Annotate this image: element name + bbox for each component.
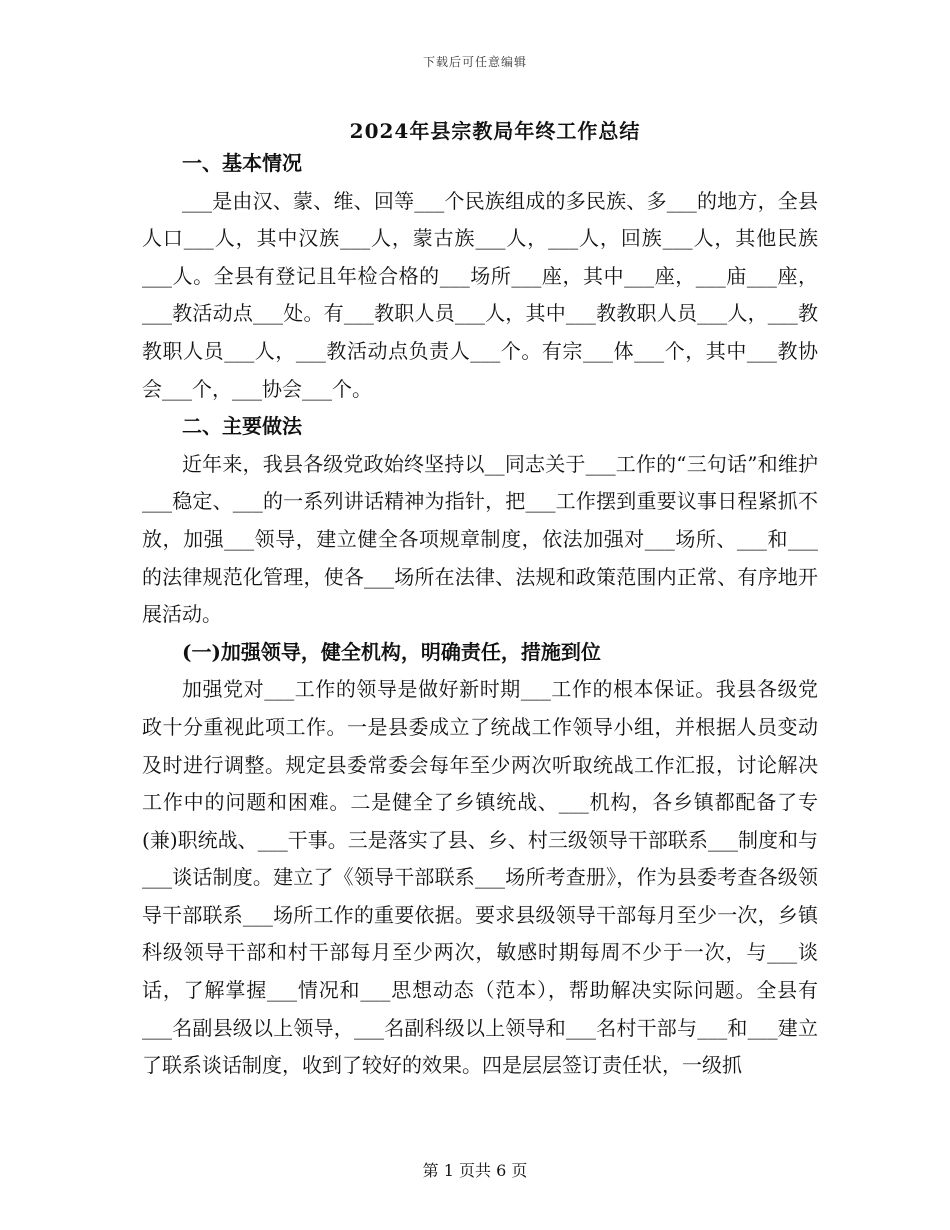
paragraph: 加强党对___工作的领导是做好新时期___工作的根本保证。我县各级党政十分重视此项工作。一是县委成立了统战工作领导小组，并根据人员变动及时进行调整。规定县委常委会每年至少两次听取统战工作汇报，讨论解决工作中的问题和困难。二是健全了乡镇统战、___机构，各乡镇都配备了专(兼)职统战、___干事。三是落实了县、乡、村三级领导干部联系___制度和与___谈话制度。建立了《领导干部联系___场所考查册》，作为县委考查各级领导干部联系___场所工作的重要依据。要求县级领导干部每月至少一次，乡镇科级领导干部和村干部每月至少两次，敏感时期每周不少于一次，与___谈话，了解掌握___情况和___思想动态（范本），帮助解决实际问题。全县有___名副县级以上领导，___名副科级以上领导和___名村干部与___和___建立了联系谈话制度，收到了较好的效果。四是层层签订责任状，一级抓 xyxy=(142,677,818,1078)
section-heading: 二、主要做法 xyxy=(182,414,302,439)
document-title: 2024年县宗教局年终工作总结 xyxy=(349,119,641,143)
page-number: 第 1 页共 6 页 xyxy=(422,1161,528,1180)
paragraph: ___是由汉、蒙、维、回等___个民族组成的多民族、多___的地方，全县人口___人，其中汉族___人，蒙古族___人，___人，回族___人，其他民族___人。全县有登记且年检合格的___场所___座，其中___座，___庙___座，___教活动点___处。有___教职人员___人，其中___教教职人员___人，___教教职人员___人，___教活动点负责人___个。有宗___体___个，其中___教协会___个，___协会___个。 xyxy=(142,188,818,401)
section-heading: 一、基本情况 xyxy=(182,151,302,175)
subsection-heading: (一)加强领导，健全机构，明确责任，措施到位 xyxy=(182,639,601,664)
download-note: 下载后可任意编辑 xyxy=(422,55,527,69)
paragraph: 近年来，我县各级党政始终坚持以__同志关于___工作的“三句话”和维护___稳定、___的一系列讲话精神为指针，把___工作摆到重要议事日程紧抓不放，加强___领导，建立健全各项规章制度，依法加强对___场所、___和___的法律规范化管理，使各___场所在法律、法规和政策范围内正常、有序地开展活动。 xyxy=(142,451,818,627)
document-body xyxy=(142,145,818,1085)
